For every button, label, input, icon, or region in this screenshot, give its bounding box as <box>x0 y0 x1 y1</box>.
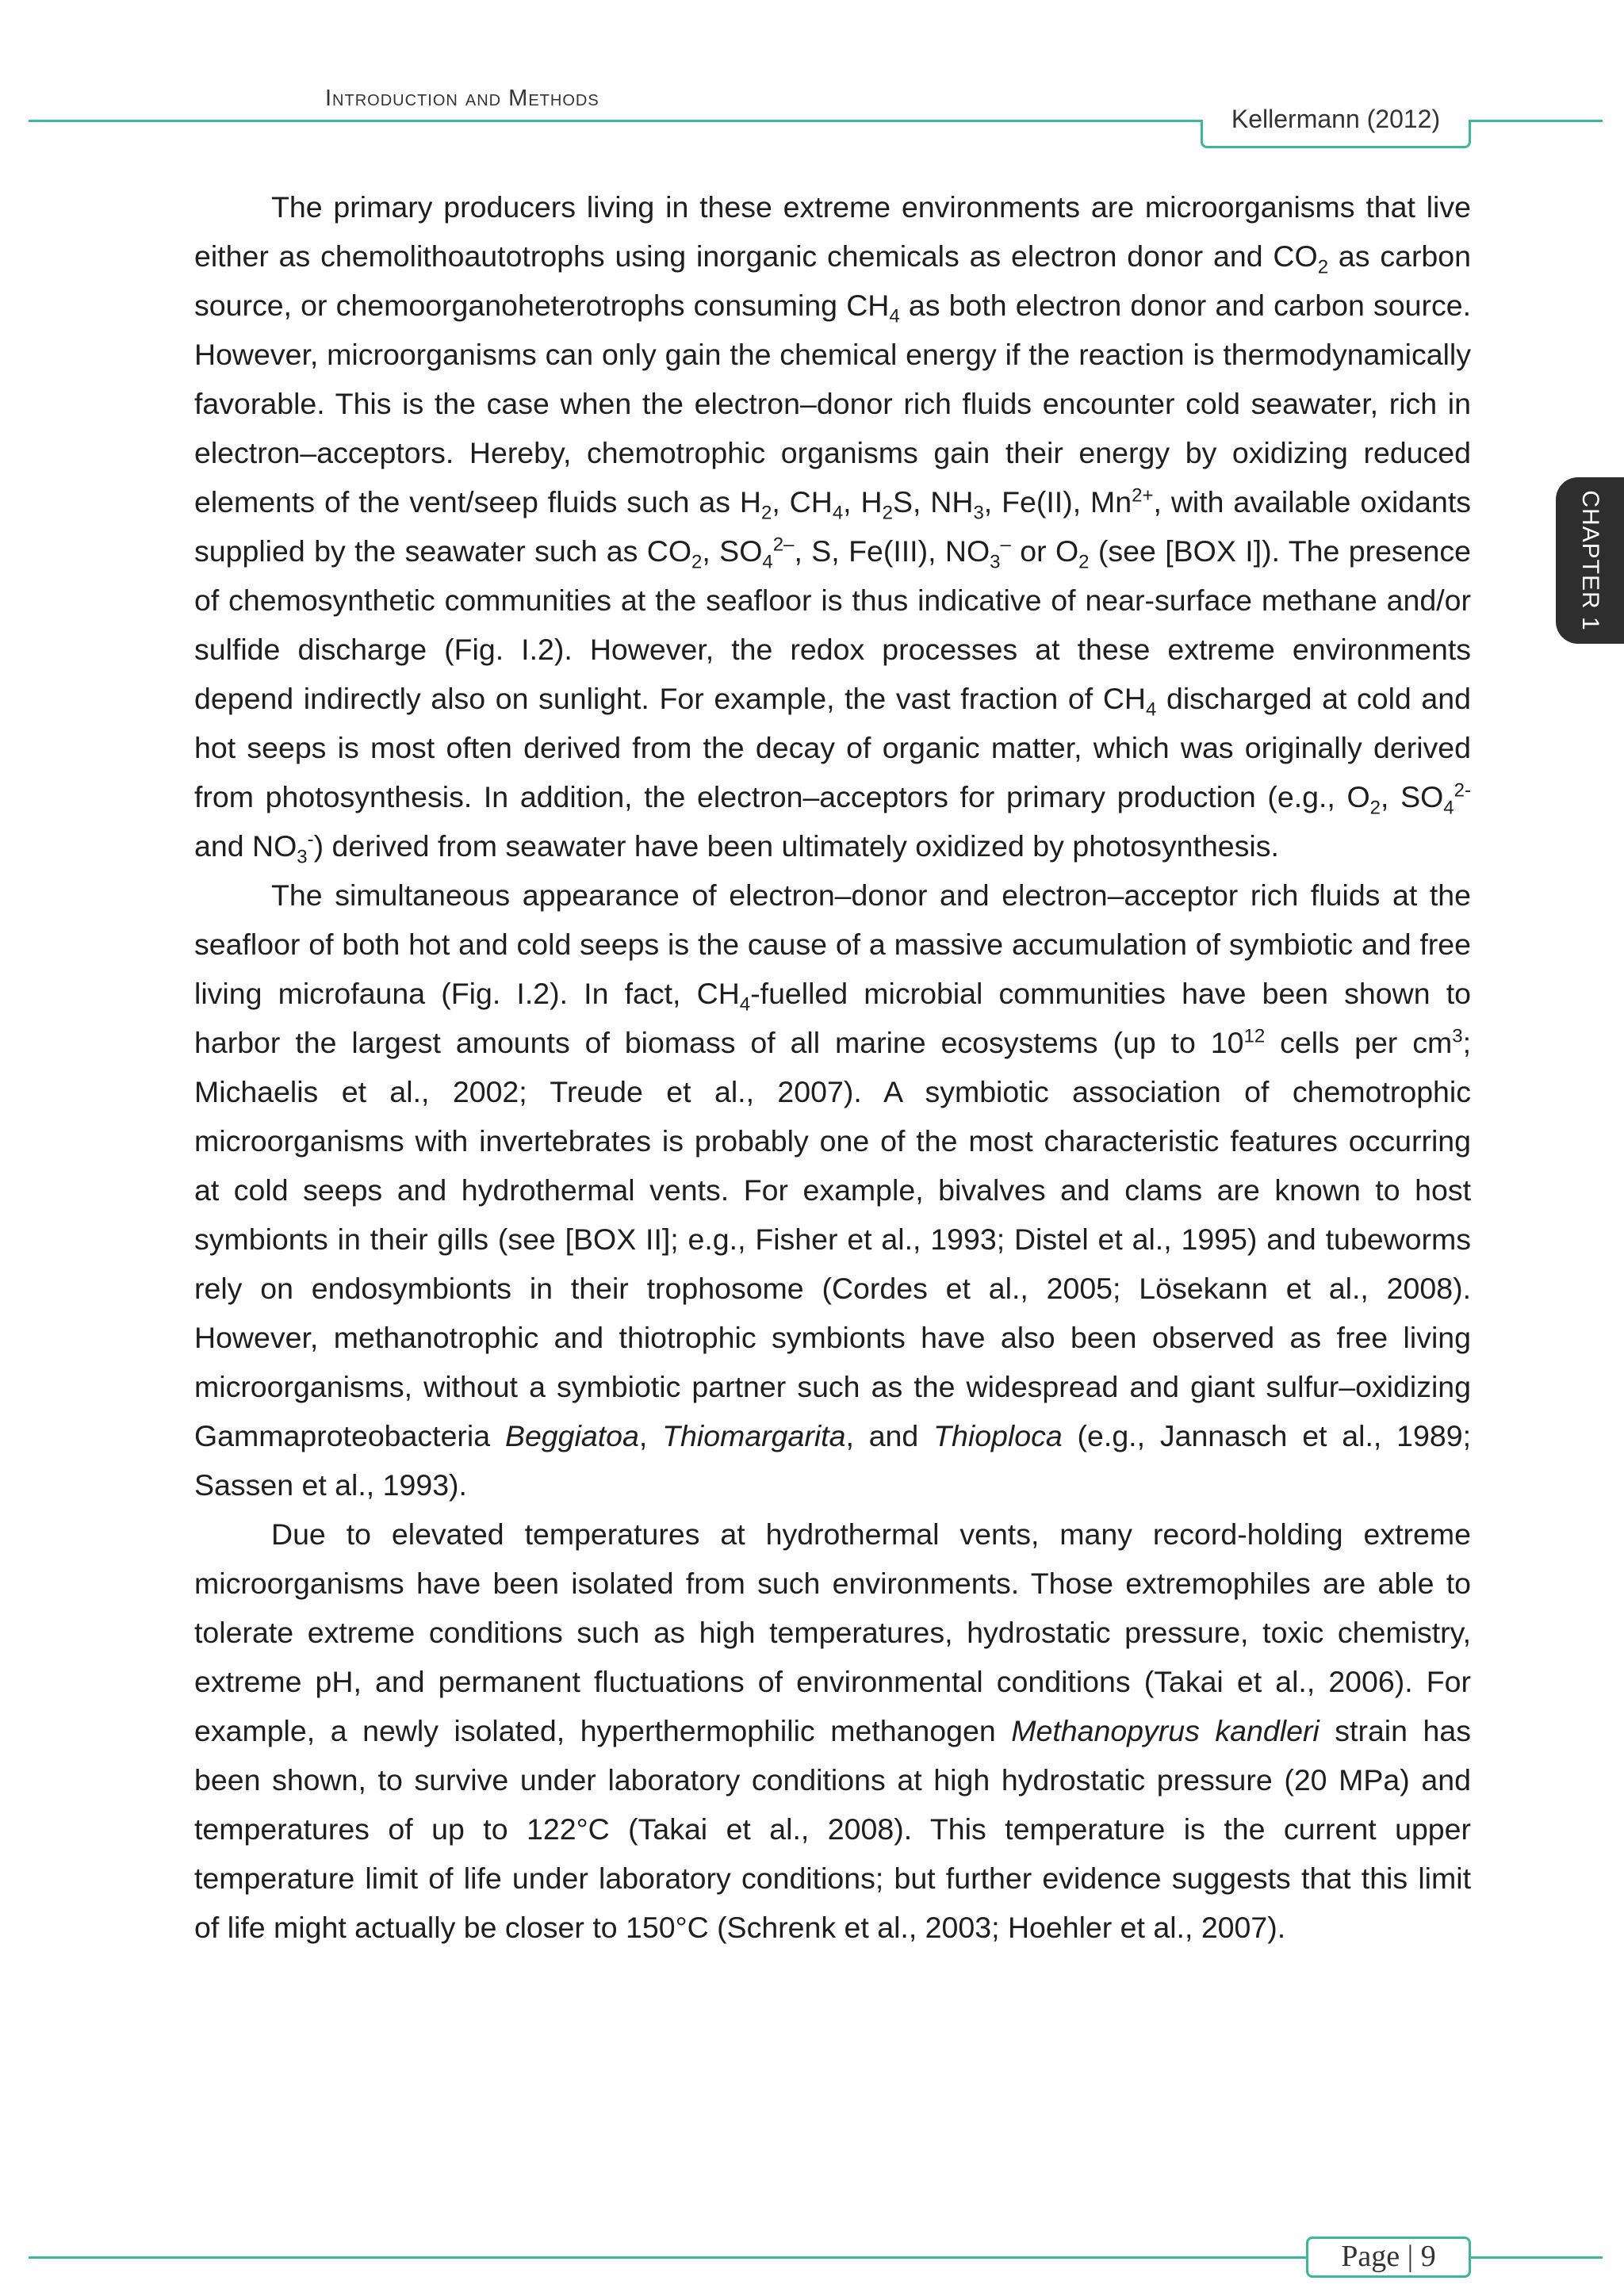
paragraph <box>194 1510 1471 1952</box>
text-segment: - <box>307 828 314 851</box>
text-segment: as both electron donor and carbon source. However, microorganisms can only gain the chemical energy if the reaction is thermodynamically favorable. This is the case when the electron–donor rich fluids encounter cold seawater, rich in electron–acceptors. Hereby, chemotrophic organisms gain their energy by oxidizing reduced elements of the vent/seep fluids such as H <box>194 289 1471 519</box>
text-segment: The primary producers living in these extreme environments are microorganisms that live either as chemolithoautotrophs using inorganic chemicals as electron donor and CO <box>194 190 1471 273</box>
text-segment: S, NH <box>892 485 974 519</box>
text-segment: Thiomargarita <box>662 1419 846 1452</box>
text-segment: (see [BOX I]). The presence of chemosynthetic communities at the seafloor is thus indicative of near-surface methane and/or sulfide discharge (Fig. I.2). However, the redox processes at these extreme environments depend indirectly also on sunlight. For example, the vast fraction of CH <box>194 534 1471 715</box>
footer-rule-left <box>29 2256 1306 2259</box>
text-segment: , CH <box>772 485 833 519</box>
running-header-title: Introduction and Methods <box>325 86 599 111</box>
text-segment: ) derived from seawater have been ultimately oxidized by photosynthesis. <box>313 829 1279 863</box>
text-segment: Methanopyrus kandleri <box>1011 1714 1320 1747</box>
text-segment: – <box>1000 534 1011 556</box>
text-segment: Due to elevated temperatures at hydrothermal vents, many record-holding extreme microorganisms have been isolated from such environments. Those extremophiles are able to tolerate extreme conditions such as high temperatures, hydrostatic pressure, toxic chemistry, extreme pH, and permanent fluctuations of environmental conditions (Takai et al., 2006). For example, a newly isolated, hyperthermophilic methanogen <box>194 1517 1471 1747</box>
paragraph <box>194 871 1471 1510</box>
text-segment: 3 <box>1452 1025 1463 1047</box>
text-segment: , <box>638 1419 663 1452</box>
paragraph <box>194 182 1471 871</box>
text-segment: The simultaneous appearance of electron–donor and electron–acceptor rich fluids at the seafloor of both hot and cold seeps is the cause of a massive accumulation of symbiotic and free living microfauna (Fig. I.2). In fact, CH <box>194 878 1471 1010</box>
text-segment: 2+ <box>1132 484 1154 507</box>
text-segment: -fuelled microbial communities have been shown to harbor the largest amounts of biomass of all marine ecosystems (up to 10 <box>194 977 1472 1059</box>
text-segment: 3 <box>973 502 984 524</box>
page-number: Page | 9 <box>1341 2240 1436 2273</box>
text-segment: discharged at cold and hot seeps is most often derived from the decay of organic matter, which was originally derived from photosynthesis. In addition, the electron–acceptors for primary production (e.g., O <box>194 682 1471 813</box>
text-segment: 3 <box>297 846 308 868</box>
header-rule-left <box>29 120 1201 122</box>
running-header-author: Kellermann (2012) <box>1231 105 1441 133</box>
text-segment: as carbon source, or chemoorganoheterotrophs consuming CH <box>194 239 1471 322</box>
text-segment: , H <box>843 485 883 519</box>
text-segment: 4 <box>1146 698 1157 721</box>
text-segment: 2 <box>691 551 703 573</box>
text-segment: 2 <box>1317 256 1329 278</box>
text-segment: , S, Fe(III), NO <box>794 534 990 568</box>
text-segment: 4 <box>889 305 900 327</box>
text-segment: , and <box>845 1419 934 1452</box>
body-text <box>194 182 1471 1952</box>
text-segment: 2 <box>760 502 772 524</box>
chapter-tab-label: CHAPTER 1 <box>1577 490 1603 631</box>
text-segment: ; Michaelis et al., 2002; Treude et al., 2007). A symbiotic association of chemotrophic microorganisms with invertebrates is probably one of the most characteristic features occurring at cold seeps and hydrothermal vents. For example, bivalves and clams are known to host symbionts in their gills (see [BOX II]; e.g., Fisher et al., 1993; Distel et al., 1995) and tubeworms rely on endosymbionts in their trophosome (Cordes et al., 2005; Lösekann et al., 2008). However, methanotrophic and thiotrophic symbionts have also been observed as free living microorganisms, without a symbiotic partner such as the widespread and giant sulfur–oxidizing Gammaproteobacteria <box>194 1026 1471 1452</box>
text-segment: Beggiatoa <box>504 1419 639 1452</box>
footer-rule-right <box>1471 2256 1603 2259</box>
text-segment: cells per cm <box>1265 1026 1453 1059</box>
text-segment: (e.g., Jannasch et al., 1989; Sassen et al., 1993). <box>194 1419 1472 1502</box>
text-segment: 2– <box>772 534 795 556</box>
text-segment: Thioploca <box>933 1419 1063 1452</box>
text-segment: 3 <box>990 551 1001 573</box>
text-segment: 4 <box>762 551 773 573</box>
text-segment: 2 <box>1369 797 1381 819</box>
text-segment: 4 <box>739 993 751 1016</box>
text-segment: , SO <box>1381 780 1444 813</box>
text-segment: and NO <box>194 829 297 863</box>
header-rule-right <box>1471 120 1603 122</box>
text-segment: 12 <box>1243 1025 1266 1047</box>
text-segment: strain has been shown, to survive under laboratory conditions at high hydrostatic pressure (20 MPa) and temperatures of up to 122°C (Takai et al., 2008). This temperature is the current upper temperature limit of life under laboratory conditions; but further evidence suggests that this limit of life might actually be closer to 150°C (Schrenk et al., 2003; Hoehler et al., 2007). <box>194 1714 1471 1944</box>
text-segment: , Fe(II), Mn <box>983 485 1132 519</box>
text-segment: 2 <box>1078 551 1090 573</box>
text-segment: , with available oxidants supplied by the seawater such as CO <box>194 485 1472 568</box>
text-segment: or O <box>1010 534 1079 568</box>
text-segment: 2- <box>1454 779 1471 802</box>
text-segment: , SO <box>702 534 763 568</box>
text-segment: 2 <box>882 502 893 524</box>
text-segment: 4 <box>832 502 844 524</box>
text-segment: 4 <box>1443 797 1454 819</box>
